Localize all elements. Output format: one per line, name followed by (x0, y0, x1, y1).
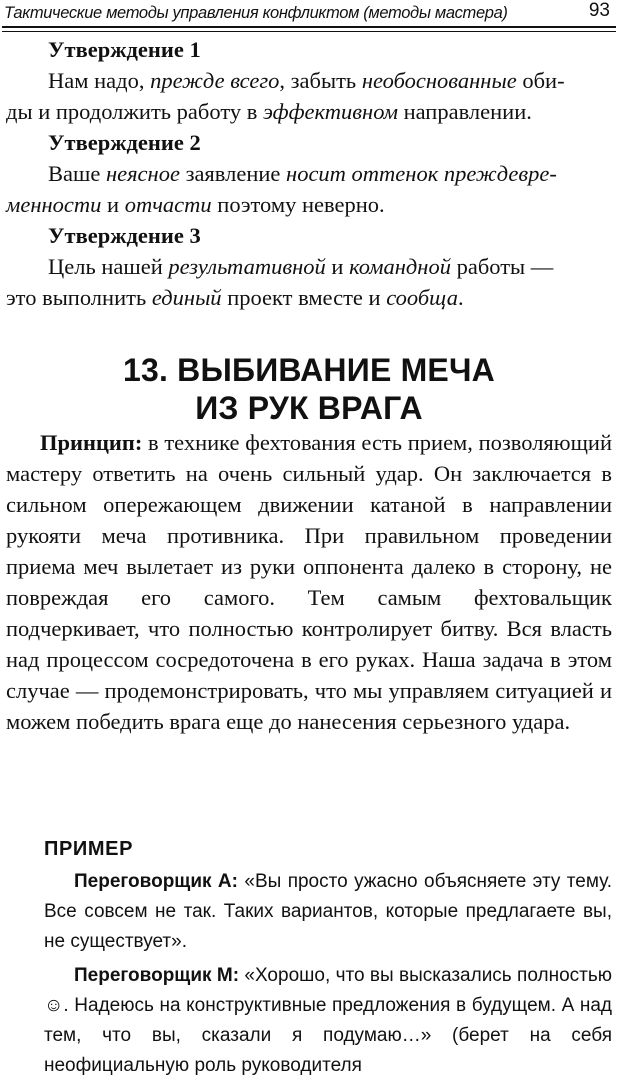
principle-text: в технике фехтования есть прием, позволяющий мастеру ответить на очень сильный удар. Он заключается в сильном опережающем движении катаной в направлении рукояти меча противника. При правильном проведении приема меч вылетает из руки оппонента далеко в сторону, не повреждая его самого. Тем самым фехтовальщик подчеркивает, что полностью контролирует битву. Вся власть над процессом сосредоточена в его руках. Наша задача в этом случае — продемонстрировать, что мы управляем ситуацией и можем победить врага еще до нанесения серьезного удара. (6, 430, 612, 734)
speaker-m: Переговорщик М: (74, 965, 240, 986)
statement-3-line-2: это выполнить единый проект вместе и сообща. (6, 285, 464, 310)
statement-2-line-1: Ваше неясное заявление носит оттенок преждевре- (48, 161, 557, 186)
speaker-a: Переговорщик А: (74, 871, 238, 892)
header-rule-thin (2, 31, 616, 32)
running-header (4, 0, 612, 26)
statement-1-heading: Утверждение 1 (48, 37, 201, 62)
page-body (6, 34, 612, 737)
statement-2-line-2: менности и отчасти поэтому неверно. (6, 192, 385, 217)
statement-1-line-1: Нам надо, прежде всего, забыть необоснованные оби- (48, 68, 565, 93)
dialog-line-a (44, 867, 612, 957)
statement-3-line-1: Цель нашей результативной и командной работы — (48, 254, 554, 279)
example-title: ПРИМЕР (44, 838, 134, 860)
statement-3-heading: Утверждение 3 (48, 223, 201, 248)
chapter-heading (6, 351, 612, 427)
example-block (44, 835, 612, 1081)
dialog-text-m: «Хорошо, что вы высказались полностью ☺. Надеюсь на конструктивные предложения в будущем. А над тем, что вы, сказали я подумаю…» (берет на себя неофициальную роль руководителя (44, 965, 612, 1076)
statement-1-line-2: ды и продолжить работу в эффективном направлении. (6, 99, 532, 124)
statement-2-heading: Утверждение 2 (48, 130, 201, 155)
running-header-title: Тактические методы управления конфликтом (методы мастера) (4, 4, 508, 22)
dialog-line-m (44, 961, 612, 1081)
chapter-heading-line-1: 13. ВЫБИВАНИЕ МЕЧА (123, 352, 495, 388)
page-number: 93 (588, 0, 610, 21)
principle-label: Принцип: (40, 430, 143, 455)
chapter-heading-line-2: ИЗ РУК ВРАГА (195, 390, 423, 426)
header-rule-thick (2, 26, 616, 28)
principle-paragraph (6, 427, 612, 737)
dialog-text-a: «Вы просто ужасно объясняете эту тему. Все совсем не так. Таких вариантов, которые предлагаете вы, не существует». (44, 871, 612, 952)
